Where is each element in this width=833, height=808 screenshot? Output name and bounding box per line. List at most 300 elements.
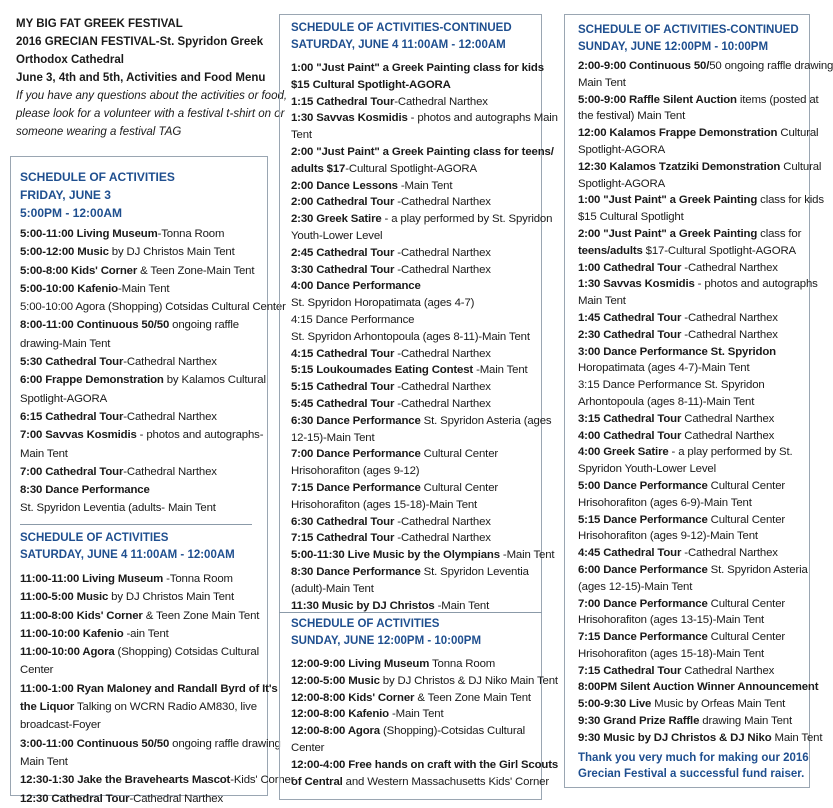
schedule-line-text: by Kalamos Cultural (163, 374, 266, 387)
schedule-line (578, 663, 833, 680)
schedule-line (291, 723, 558, 740)
schedule-line (578, 495, 833, 512)
schedule-line-bold: 7:15 Dance Performance (578, 631, 708, 644)
schedule-line-bold: 6:15 Cathedral Tour (20, 410, 124, 423)
schedule-line-text: & Teen Zone Main Tent (414, 691, 531, 704)
schedule-line-bold: 5:30 Cathedral Tour (20, 356, 124, 369)
intro-note-line: If you have any questions about the activities or food, (16, 90, 288, 102)
schedule-line-text: Cultural Center (707, 631, 786, 644)
schedule-line (291, 161, 558, 178)
schedule-line (291, 690, 558, 707)
schedule-line-text: Spotlight-AGORA (578, 177, 666, 190)
schedule-line-text: -Cathedral Narthex (394, 515, 491, 528)
schedule-line-text: Cultural (777, 127, 819, 140)
schedule-line-text: $17-Cultural Spotlight-AGORA (642, 244, 796, 257)
schedule-line-text: by DJ Christos Main Tent (108, 591, 234, 604)
schedule-line-bold: 7:00 Savvas Kosmidis (20, 429, 137, 442)
schedule-line-text: St. Spyridon Leventia (adults- Main Tent (20, 502, 216, 515)
schedule-line (20, 408, 286, 426)
schedule-line (291, 413, 558, 430)
schedule-line (291, 295, 558, 312)
schedule-line (20, 280, 286, 298)
schedule-line-bold: 6:30 Dance Performance (291, 414, 421, 427)
schedule-line-text: Spyridon Youth-Lower Level (578, 463, 716, 476)
schedule-line-bold: 11:00-10:00 Kafenio (20, 627, 124, 640)
saturday-list-part2 (291, 60, 558, 614)
schedule-line (20, 335, 286, 353)
schedule-line-bold: 6:00 Dance Performance (578, 563, 708, 576)
schedule-line-bold: 11:30 Music by DJ Christos (291, 599, 435, 612)
schedule-line-text: Cultural Center (420, 481, 499, 494)
intro-title-line: June 3, 4th and 5th, Activities and Food Menu (16, 72, 266, 84)
schedule-line (291, 194, 558, 211)
schedule-line-bold: 12:00-4:00 Free hands on craft with the Girl Scouts (291, 758, 559, 771)
schedule-line (578, 612, 833, 629)
schedule-line (291, 144, 558, 161)
schedule-line-text: & Teen Zone Main Tent (142, 609, 260, 622)
schedule-line (291, 673, 558, 690)
schedule-line-bold: 3:30 Cathedral Tour (291, 263, 395, 276)
schedule-line-bold: 1:00 Cathedral Tour (578, 261, 682, 274)
schedule-line-bold: 5:00-11:30 Live Music by the Olympians (291, 549, 500, 562)
schedule-line (291, 329, 558, 346)
schedule-line (20, 643, 294, 661)
schedule-line (578, 276, 833, 293)
schedule-line (291, 656, 558, 673)
schedule-line (291, 547, 558, 564)
schedule-line (291, 379, 558, 396)
schedule-line-bold: 7:00 Dance Performance (578, 597, 708, 610)
schedule-line-text: Tent (291, 129, 312, 142)
schedule-line-text: -Cathedral Narthex (394, 381, 491, 394)
schedule-line (578, 293, 833, 310)
schedule-line-bold: 4:00 Cathedral Tour (578, 429, 682, 442)
schedule-line-bold: 8:00PM Silent Auction Winner Announcement (578, 681, 819, 694)
schedule-line (291, 178, 558, 195)
schedule-line (578, 243, 833, 260)
schedule-line-text: by DJ Christos & DJ Niko Main Tent (379, 674, 558, 687)
schedule-line-text: (ages 12-15)-Main Tent (578, 580, 693, 593)
schedule-line (20, 698, 294, 716)
schedule-line-bold: teens/adults (578, 244, 643, 257)
schedule-line-bold: 3:00 Dance Performance St. Spyridon (578, 345, 776, 358)
schedule-line-text: -Tonna Room (163, 573, 233, 585)
schedule-line-text: -Cathedral Narthex (681, 311, 778, 324)
schedule-line (578, 646, 833, 663)
schedule-line-text: Talking on WCRN Radio AM830, live (74, 701, 257, 714)
schedule-line (20, 316, 286, 334)
schedule-line (291, 362, 558, 379)
schedule-line (20, 298, 286, 316)
schedule-line-text: Spotlight-AGORA (578, 143, 666, 156)
intro-note-line: please look for a volunteer with a festival t-shirt on or (16, 108, 285, 120)
schedule-line (578, 344, 833, 361)
schedule-line-text: $15 Cultural Spotlight (578, 211, 684, 224)
schedule-line-text: Arhontopoula (ages 8-11)-Main Tent (578, 395, 755, 408)
schedule-line-bold: 12:30 Cathedral Tour (20, 792, 130, 805)
schedule-line-text: drawing Main Tent (699, 715, 792, 728)
sunday-continued-header: SCHEDULE OF ACTIVITIES-CONTINUED SUNDAY, JUNE 12:00PM - 10:00PM (578, 24, 799, 53)
schedule-line (20, 661, 294, 679)
schedule-line-text: class for kids (757, 194, 824, 207)
schedule-line-text: -Cathedral Narthex (123, 356, 217, 369)
schedule-line (578, 528, 833, 545)
schedule-line (291, 463, 558, 480)
schedule-line-text: -Cathedral Narthex (123, 465, 217, 478)
schedule-line (578, 545, 833, 562)
schedule-line (291, 774, 558, 791)
schedule-line-text: 3:15 Dance Performance St. Spyridon (578, 379, 765, 392)
schedule-line (20, 243, 286, 261)
schedule-line-bold: 11:00-10:00 Agora (20, 646, 115, 659)
schedule-line-text: -Cathedral Narthex (394, 95, 488, 108)
schedule-line-text: St. Spyridon Leventia (420, 565, 529, 578)
schedule-line (578, 579, 833, 596)
intro-block (16, 18, 287, 144)
schedule-line-bold: the Liquor (20, 701, 75, 714)
schedule-line (291, 228, 558, 245)
schedule-line-bold: 5:00 Dance Performance (578, 479, 708, 492)
schedule-line-text: class for (757, 227, 802, 240)
schedule-line-bold: 3:15 Cathedral Tour (578, 412, 682, 425)
sunday-list-part1 (291, 656, 558, 790)
schedule-line-bold: adults $17 (291, 162, 346, 175)
schedule-line (291, 514, 558, 531)
schedule-line-bold: 9:30 Music by DJ Christos & DJ Niko (578, 731, 772, 744)
saturday-header: SCHEDULE OF ACTIVITIES SATURDAY, JUNE 4 11:00AM - 12:00AM (20, 532, 235, 561)
schedule-line-bold: 5:00-8:00 Kids' Corner (20, 264, 138, 277)
schedule-line-text: -Cathedral Narthex (123, 410, 217, 423)
sunday-header: SCHEDULE OF ACTIVITIES SUNDAY, JUNE 12:00PM - 10:00PM (291, 618, 482, 647)
schedule-line (20, 735, 294, 753)
schedule-line-text: Main Tent (771, 731, 823, 744)
schedule-line-bold: 4:15 Cathedral Tour (291, 347, 395, 360)
sunday-list-part2 (578, 58, 833, 747)
schedule-line-text: Cathedral Narthex (681, 429, 775, 442)
schedule-line-bold: 6:30 Cathedral Tour (291, 515, 395, 528)
schedule-line-text: -Cathedral Narthex (681, 547, 778, 560)
schedule-line (291, 430, 558, 447)
schedule-line (578, 730, 833, 747)
schedule-line (578, 596, 833, 613)
schedule-line-text: -Main Tent (499, 549, 555, 562)
schedule-line (20, 371, 286, 389)
schedule-line-text: Main Tent (20, 755, 68, 768)
intro-title-line: MY BIG FAT GREEK FESTIVAL (16, 18, 183, 30)
schedule-line (578, 360, 833, 377)
schedule-line-text: by DJ Christos Main Tent (108, 246, 235, 259)
schedule-line (291, 497, 558, 514)
schedule-line-bold: 12:30-1:30 Jake the Bravehearts Mascot (20, 774, 231, 787)
schedule-line (291, 396, 558, 413)
schedule-line-text: Hrisohorafiton (ages 9-12) (291, 465, 420, 478)
schedule-line (291, 278, 558, 295)
schedule-line-bold: 2:30 Greek Satire (291, 213, 382, 226)
schedule-line-bold: 2:00-9:00 Continuous 50/ (578, 60, 710, 72)
schedule-line-bold: 2:00 Dance Lessons (291, 179, 398, 192)
schedule-line-text: St. Spyridon Asteria (707, 563, 808, 576)
schedule-line-text: - photos and autographs (694, 278, 818, 291)
schedule-line-text: -ain Tent (123, 627, 169, 640)
schedule-line (20, 481, 286, 499)
schedule-line-text: -Cathedral Narthex (394, 263, 491, 276)
schedule-line (578, 192, 833, 209)
schedule-line-text: -Main Tent (397, 179, 453, 192)
schedule-line-text: St. Spyridon Arhontopoula (ages 8-11)-Main Tent (291, 330, 530, 343)
schedule-line (578, 92, 833, 109)
schedule-line-bold: 2:30 Cathedral Tour (578, 328, 682, 341)
schedule-line (291, 77, 558, 94)
schedule-line-text: items (posted at (736, 93, 819, 106)
schedule-line-bold: 8:00-11:00 Continuous 50/50 (20, 319, 170, 332)
schedule-line-bold: 1:00 "Just Paint" a Greek Painting class for kids (291, 62, 544, 74)
schedule-line (578, 142, 833, 159)
schedule-line (578, 209, 833, 226)
schedule-line (291, 211, 558, 228)
schedule-line (578, 562, 833, 579)
schedule-line-text: Cultural Center (420, 448, 499, 461)
schedule-line-text: -Cathedral Narthex (394, 397, 491, 410)
schedule-line-text: Hrisohorafiton (ages 13-15)-Main Tent (578, 614, 765, 627)
schedule-line-text: Hrisohorafiton (ages 6-9)-Main Tent (578, 496, 752, 509)
schedule-line-text: Cultural Center (707, 513, 786, 526)
schedule-line (20, 570, 294, 588)
schedule-line-bold: 4:45 Cathedral Tour (578, 547, 682, 560)
schedule-line (578, 226, 833, 243)
schedule-line-text: -Cathedral Narthex (129, 792, 223, 805)
schedule-line-text: Cathedral Narthex (681, 664, 775, 677)
schedule-line (291, 262, 558, 279)
schedule-line (578, 713, 833, 730)
schedule-line-text: Hrisohorafiton (ages 9-12)-Main Tent (578, 530, 758, 543)
schedule-line-bold: 7:15 Cathedral Tour (578, 664, 682, 677)
schedule-line-text: - a play performed by St. Spyridon (381, 213, 553, 226)
schedule-line-text: the festival) Main Tent (578, 110, 686, 123)
schedule-line (291, 127, 558, 144)
schedule-line-bold: 1:00 "Just Paint" a Greek Painting (578, 194, 758, 207)
schedule-line-text: - photos and autographs Main (407, 112, 558, 125)
schedule-line (578, 696, 833, 713)
schedule-line (291, 581, 558, 598)
schedule-line (578, 411, 833, 428)
schedule-line (578, 58, 833, 75)
schedule-line-bold: 1:30 Savvas Kosmidis (578, 278, 695, 291)
schedule-line (578, 629, 833, 646)
schedule-line-bold: 12:00-8:00 Agora (291, 725, 380, 738)
schedule-line-text: drawing-Main Tent (20, 337, 111, 350)
schedule-line (291, 446, 558, 463)
schedule-line-text: -Cathedral Narthex (681, 328, 778, 341)
schedule-line-bold: 2:45 Cathedral Tour (291, 246, 395, 259)
schedule-line-text: Hrisohorafiton (ages 15-18)-Main Tent (578, 647, 765, 660)
schedule-line-text: -Main Tent (434, 599, 490, 612)
schedule-line-text: St. Spyridon Horopatimata (ages 4-7) (291, 297, 475, 310)
schedule-line-text: 4:15 Dance Performance (291, 313, 415, 326)
schedule-line-bold: 5:15 Cathedral Tour (291, 381, 395, 394)
schedule-line-bold: 7:00 Dance Performance (291, 448, 421, 461)
schedule-line-bold: 1:30 Savvas Kosmidis (291, 112, 408, 125)
schedule-line (20, 426, 286, 444)
schedule-line (291, 530, 558, 547)
saturday-list-part1 (20, 570, 294, 808)
schedule-line-bold: 8:30 Dance Performance (20, 484, 150, 497)
schedule-line-text: Cathedral Narthex (681, 412, 775, 425)
schedule-line (291, 480, 558, 497)
schedule-line-text: Center (291, 741, 325, 754)
saturday-continued-header: SCHEDULE OF ACTIVITIES-CONTINUED SATURDAY, JUNE 4 11:00AM - 12:00AM (291, 22, 512, 51)
schedule-line-text: -Cultural Spotlight-AGORA (345, 162, 477, 175)
schedule-line (20, 225, 286, 243)
thank-you-note: Thank you very much for making our 2016 Grecian Festival a successful fund raiser. (578, 752, 809, 780)
schedule-line-text: Main Tent (578, 76, 626, 89)
schedule-line-text: (Shopping)-Cotsidas Cultural (379, 725, 526, 738)
schedule-line (291, 110, 558, 127)
schedule-line-bold: 5:00-9:00 Raffle Silent Auction (578, 93, 737, 106)
schedule-line-text: 12-15)-Main Tent (291, 431, 375, 444)
friday-list (20, 225, 286, 518)
schedule-line-text: Cultural Center (707, 479, 786, 492)
schedule-line-bold: $15 Cultural Spotlight-AGORA (291, 78, 451, 91)
schedule-line-text: (Shopping) Cotsidas Cultural (114, 646, 259, 659)
schedule-line-bold: 9:30 Grand Prize Raffle (578, 715, 700, 728)
schedule-line (20, 588, 294, 606)
schedule-line-bold: 5:15 Dance Performance (578, 513, 708, 526)
schedule-line (20, 499, 286, 517)
schedule-line (578, 176, 833, 193)
schedule-line-bold: 5:15 Loukoumades Eating Contest (291, 364, 474, 377)
schedule-line-text: Cultural Center (707, 597, 786, 610)
schedule-line-bold: 5:45 Cathedral Tour (291, 397, 395, 410)
schedule-line (578, 260, 833, 277)
schedule-line (578, 108, 833, 125)
schedule-line-bold: 12:00 Kalamos Frappe Demonstration (578, 127, 778, 140)
schedule-line-text: Cultural (780, 160, 822, 173)
schedule-line-text: ongoing raffle (169, 319, 239, 332)
intro-title-line: Orthodox Cathedral (16, 54, 124, 66)
schedule-line (20, 463, 286, 481)
schedule-line-bold: 12:00-8:00 Kids' Corner (291, 691, 415, 704)
schedule-line-text: broadcast-Foyer (20, 719, 101, 732)
schedule-line-bold: 2:00 "Just Paint" a Greek Painting class for teens/ (291, 145, 554, 158)
intro-title-line: 2016 GRECIAN FESTIVAL-St. Spyridon Greek (16, 36, 264, 48)
schedule-line-bold: 11:00-1:00 Ryan Maloney and Randall Byrd of It's (20, 682, 278, 695)
schedule-line-text: -Cathedral Narthex (394, 196, 491, 209)
schedule-line-bold: 8:30 Dance Performance (291, 565, 421, 578)
schedule-line (20, 771, 294, 789)
schedule-line (20, 753, 294, 771)
schedule-line-bold: 5:00-9:30 Live (578, 698, 652, 711)
schedule-line (20, 262, 286, 280)
schedule-line-text: St. Spyridon Asteria (ages (420, 414, 552, 427)
schedule-line-text: - a play performed by St. (668, 446, 793, 459)
schedule-line-bold: 12:30 Kalamos Tzatziki Demonstration (578, 160, 781, 173)
schedule-line-text: (adult)-Main Tent (291, 582, 374, 595)
schedule-line-text: -Tonna Room (157, 228, 225, 240)
schedule-line-text: - photos and autographs- (136, 429, 264, 442)
schedule-line (578, 310, 833, 327)
schedule-line (20, 790, 294, 808)
schedule-line-text: -Main Tent (117, 282, 170, 295)
section-divider (279, 612, 542, 613)
schedule-line (20, 390, 286, 408)
schedule-line-bold: 7:15 Dance Performance (291, 481, 421, 494)
schedule-line (578, 394, 833, 411)
schedule-line-text: Main Tent (20, 447, 68, 460)
schedule-line (578, 444, 833, 461)
schedule-line-text: -Cathedral Narthex (394, 347, 491, 360)
schedule-line-text: Music by Orfeas Main Tent (651, 698, 786, 711)
schedule-line-text: Youth-Lower Level (291, 229, 383, 242)
schedule-line-bold: 5:00-12:00 Music (20, 246, 109, 259)
schedule-line (20, 680, 294, 698)
schedule-line (20, 445, 286, 463)
schedule-line (20, 625, 294, 643)
schedule-line-bold: 7:15 Cathedral Tour (291, 532, 395, 545)
schedule-line-bold: 6:00 Frappe Demonstration (20, 374, 164, 387)
schedule-line-bold: 4:00 Dance Performance (291, 280, 421, 293)
schedule-line-text: Horopatimata (ages 4-7)-Main Tent (578, 362, 750, 375)
schedule-line (578, 75, 833, 92)
schedule-line-bold: 3:00-11:00 Continuous 50/50 (20, 737, 170, 750)
schedule-line-text: -Cathedral Narthex (394, 532, 491, 545)
schedule-line-text: -Main Tent (388, 708, 444, 721)
schedule-line-bold: 1:15 Cathedral Tour (291, 95, 395, 108)
schedule-line (578, 125, 833, 142)
schedule-line-bold: 12:00-9:00 Living Museum (291, 658, 430, 670)
schedule-line-bold: 11:00-11:00 Living Museum (20, 573, 164, 585)
schedule-line-bold: of Central (291, 775, 343, 788)
schedule-line-bold: 2:00 "Just Paint" a Greek Painting (578, 227, 758, 240)
schedule-line-text: & Teen Zone-Main Tent (137, 264, 255, 277)
schedule-line (291, 757, 558, 774)
schedule-line (578, 428, 833, 445)
schedule-line-text: ongoing raffle drawing (169, 737, 281, 750)
schedule-line-bold: 1:45 Cathedral Tour (578, 311, 682, 324)
schedule-line (20, 716, 294, 734)
schedule-line (20, 607, 294, 625)
schedule-line (291, 245, 558, 262)
schedule-line-text: -Main Tent (473, 364, 528, 377)
schedule-line (291, 60, 558, 77)
schedule-line-text: Hrisohorafiton (ages 15-18)-Main Tent (291, 498, 478, 511)
schedule-line-bold: 12:00-5:00 Music (291, 674, 380, 687)
schedule-line-text: and Western Massachusetts Kids' Corner (342, 775, 549, 788)
schedule-line (578, 377, 833, 394)
schedule-line (291, 706, 558, 723)
schedule-line-bold: 5:00-10:00 Kafenio (20, 282, 118, 295)
schedule-line (20, 353, 286, 371)
schedule-line-bold: 11:00-5:00 Music (20, 591, 109, 604)
schedule-line-text: Main Tent (578, 295, 626, 308)
schedule-line (291, 346, 558, 363)
schedule-line-text: -Cathedral Narthex (681, 261, 778, 274)
section-divider (20, 524, 252, 525)
schedule-line-bold: 2:00 Cathedral Tour (291, 196, 395, 209)
schedule-line (578, 327, 833, 344)
schedule-line-text: Tonna Room (429, 658, 496, 670)
schedule-line-text: 50 ongoing raffle drawing (709, 60, 833, 72)
schedule-line (291, 740, 558, 757)
schedule-line (291, 564, 558, 581)
schedule-line-bold: 5:00-11:00 Living Museum (20, 228, 158, 240)
intro-note-line: someone wearing a festival TAG (16, 126, 182, 138)
schedule-line (578, 159, 833, 176)
schedule-line-text: 5:00-10:00 Agora (Shopping) Cotsidas Cultural Center (20, 301, 286, 314)
schedule-line-text: Spotlight-AGORA (20, 392, 108, 405)
schedule-line-bold: 12:00-8:00 Kafenio (291, 708, 389, 721)
schedule-line-text: -Kids' Corner (230, 774, 295, 787)
schedule-line-bold: 7:00 Cathedral Tour (20, 465, 124, 478)
